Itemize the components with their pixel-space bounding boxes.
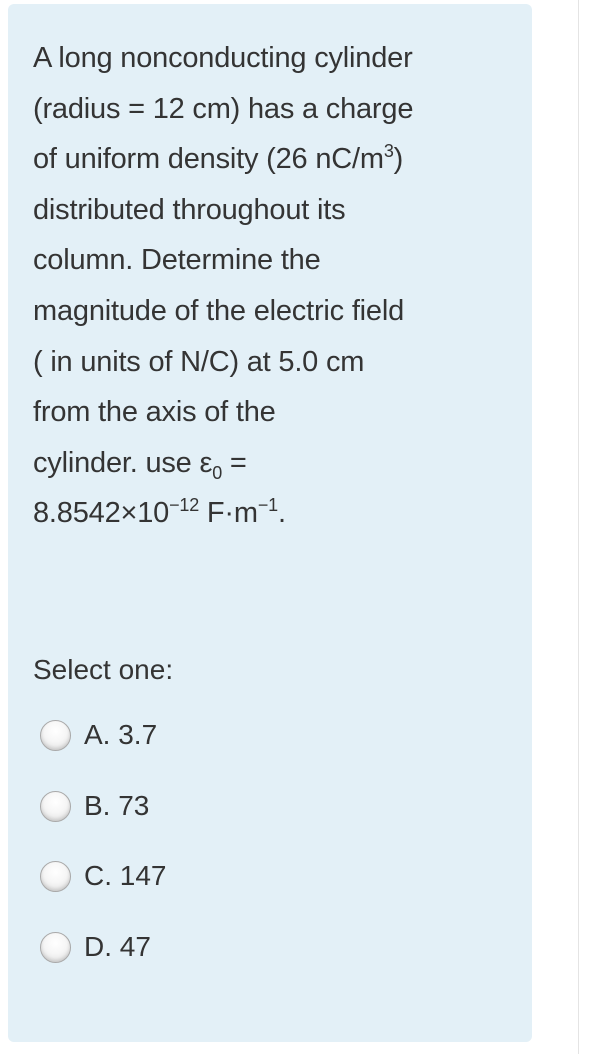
- question-line-text: 8.8542×10: [33, 497, 170, 530]
- question-line-text: ): [393, 143, 404, 176]
- select-one-label: Select one:: [33, 654, 174, 685]
- option-label[interactable]: A. 3.7: [84, 719, 158, 750]
- superscript: 3: [383, 141, 394, 162]
- question-line-text: =: [222, 446, 247, 479]
- option-label[interactable]: D. 47: [84, 931, 151, 962]
- question-line: column. Determine the: [33, 244, 321, 277]
- question-line: from the axis of the: [33, 396, 276, 429]
- question-line: [33, 438, 503, 489]
- superscript: −12: [169, 495, 200, 516]
- radio-button-icon[interactable]: [40, 791, 71, 822]
- radio-button-icon[interactable]: [40, 861, 71, 892]
- question-line-text: of uniform density (26 nC/m: [33, 143, 384, 176]
- radio-button-icon[interactable]: [40, 932, 71, 963]
- question-line: [33, 488, 503, 539]
- question-line: magnitude of the electric field: [33, 294, 405, 327]
- superscript: −1: [257, 495, 278, 516]
- question-line-text: .: [277, 497, 286, 530]
- question-text: [33, 33, 503, 539]
- subscript: 0: [212, 462, 222, 483]
- divider: [578, 0, 579, 1054]
- question-line: (radius = 12 cm) has a charge: [33, 92, 414, 125]
- radio-button-icon[interactable]: [40, 720, 71, 751]
- option-b[interactable]: [40, 786, 149, 826]
- question-line-text: cylinder. use ε: [33, 446, 213, 479]
- option-c[interactable]: [40, 856, 167, 896]
- option-d[interactable]: [40, 927, 151, 967]
- option-a[interactable]: [40, 715, 157, 755]
- question-line: A long nonconducting cylinder: [33, 42, 413, 74]
- option-label[interactable]: B. 73: [84, 790, 150, 821]
- question-line: ( in units of N/C) at 5.0 cm: [33, 345, 365, 378]
- question-line-text: F·m: [199, 497, 258, 530]
- question-line: distributed throughout its: [33, 193, 346, 226]
- question-line: [33, 134, 503, 185]
- option-label[interactable]: C. 147: [84, 860, 167, 891]
